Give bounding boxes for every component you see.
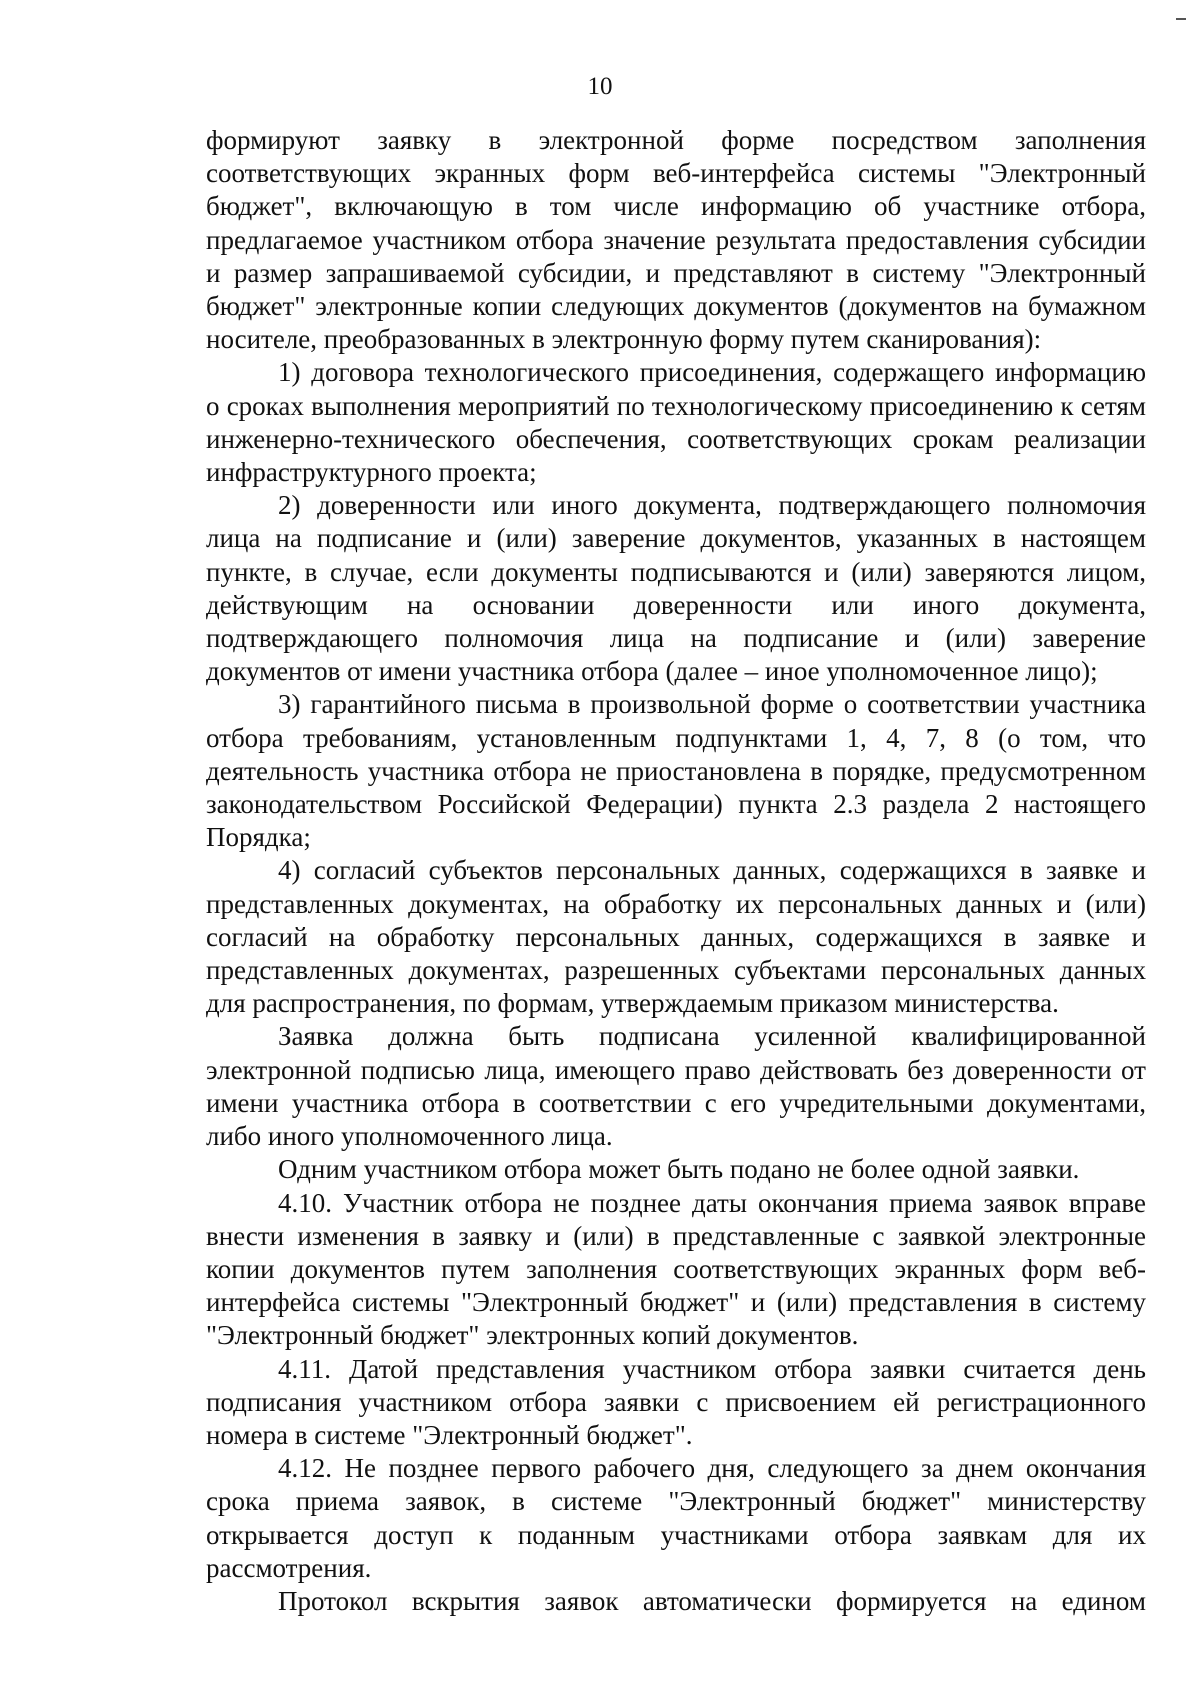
paragraph-item-2: 2) доверенности или иного документа, подтверждающего полномочия лица на подписание и (или) заверение документов, указанных в настоящем пункте, в случае, если документы подписываются и (или) заверяются лицом, действующим на основании доверенности или иного документа, подтверждающего полномочия лица на подписание и (или) заверение документов от имени участника отбора (далее – иное уполномоченное лицо);	[206, 490, 1146, 687]
paragraph-single-application: Одним участником отбора может быть подано не более одной заявки.	[278, 1154, 1080, 1185]
paragraph-continuation: формируют заявку в электронной форме посредством заполнения соответствующих экранных форм веб-интерфейса системы "Электронный бюджет", включающую в том числе информацию об участнике отбора, предлагаемое участником отбора значение результата предоставления субсидии и размер запрашиваемой субсидии, и представляют в систему "Электронный бюджет" электронные копии следующих документов (документов на бумажном носителе, преобразованных в электронную форму путем сканирования):	[206, 125, 1146, 355]
paragraph-4-10: 4.10. Участник отбора не позднее даты окончания приема заявок вправе внести изменения в заявку и (или) в представленные с заявкой электронные копии документов путем заполнения соответствующих экранных форм веб-интерфейса системы "Электронный бюджет" и (или) представления в систему "Электронный бюджет" электронных копий документов.	[206, 1187, 1146, 1351]
page-number: 10	[587, 73, 613, 100]
paragraph-protocol: Протокол вскрытия заявок автоматически формируется на едином	[278, 1585, 1146, 1616]
scan-edge-mark	[1176, 18, 1186, 20]
paragraph-item-4: 4) согласий субъектов персональных данных, содержащихся в заявке и представленных документах, на обработку их персональных данных и (или) согласий на обработку персональных данных, содержащихся в заявке и представленных документах, разрешенных субъектами персональных данных для распространения, по формам, утверждаемым приказом министерства.	[206, 855, 1146, 1019]
paragraph-item-3: 3) гарантийного письма в произвольной форме о соответствии участника отбора требованиям, установленным подпунктами 1, 4, 7, 8 (о том, что деятельность участника отбора не приостановлена в порядке, предусмотренном законодательством Российской Федерации) пункта 2.3 раздела 2 настоящего Порядка;	[206, 689, 1146, 853]
paragraph-4-12: 4.12. Не позднее первого рабочего дня, следующего за днем окончания срока приема заявок, в системе "Электронный бюджет" министерству открывается доступ к поданным участниками отбора заявкам для их рассмотрения.	[206, 1453, 1146, 1583]
paragraph-4-11: 4.11. Датой представления участником отбора заявки считается день подписания участником отбора заявки с присвоением ей регистрационного номера в системе "Электронный бюджет".	[206, 1353, 1146, 1450]
paragraph-signature-requirement: Заявка должна быть подписана усиленной квалифицированной электронной подписью лица, имеющего право действовать без доверенности от имени участника отбора в соответствии с его учредительными документами, либо иного уполномоченного лица.	[206, 1021, 1146, 1152]
paragraph-item-1: 1) договора технологического присоединения, содержащего информацию о сроках выполнения мероприятий по технологическому присоединению к сетям инженерно-технического обеспечения, соответствующих срокам реализации инфраструктурного проекта;	[206, 357, 1146, 488]
document-body	[206, 124, 1146, 1618]
